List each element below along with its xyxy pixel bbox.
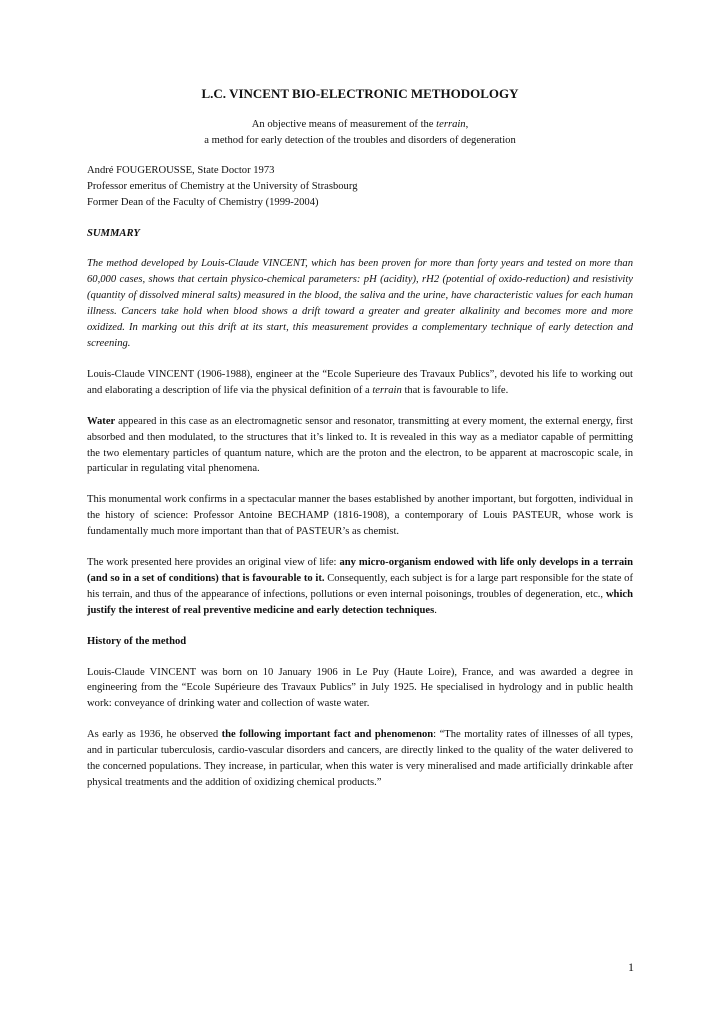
document-title: L.C. VINCENT BIO-ELECTRONIC METHODOLOGY (201, 86, 519, 101)
water-bold-term: Water (87, 415, 116, 427)
paragraph-bechamp: This monumental work confirms in a spectacular manner the bases established by another important, but forgotten, individual in the history of science: Professor Antoine BECHAMP (1816-1908), a contemporary of Louis PASTEUR, whose work is fundamentally much more important than that of PASTEUR’s as chemist. (87, 494, 633, 538)
history-heading: History of the method (87, 635, 187, 647)
author-block (87, 163, 633, 211)
author-name: André FOUGEROUSSE, State Doctor 1973 (87, 164, 275, 176)
para4-bold-1: any micro-organism endowed with life only develops in a terrain (and so in a set of conditions) that is favourable to it. (87, 557, 633, 584)
para1-end: that is favourable to life. (401, 384, 509, 396)
paragraph-observation (87, 727, 633, 791)
para1-italic-term: terrain (372, 384, 402, 396)
para4-end: . (434, 604, 437, 616)
subtitle-italic-term: terrain (436, 119, 466, 130)
para1-text: Louis-Claude VINCENT (1906-1988), engineer at the “Ecole Superieure des Travaux Publics”, devoted his life to working out and elaborating a description of life via the physical definition of a (87, 368, 633, 396)
para6-quote: : “The mortality rates of illnesses of all types, and in particular tuberculosis, cardio-vascular disorders and cancers, are directly linked to the quality of the water delivered to the concerned populations. They increase, in particular, when this water is very mineralised and made artificially drinkable after physical treatments and the addition of oxidizing chemical products.” (87, 729, 633, 788)
paragraph-vincent-intro (87, 367, 633, 399)
subtitle-comma: , (465, 119, 469, 130)
para4-start: The work presented here provides an original view of life: (87, 557, 340, 569)
summary-paragraph: The method developed by Louis-Claude VINCENT, which has been proven for more than forty years and tested on more than 60,000 cases, shows that certain physico-chemical parameters: pH (acidity), rH2 (potential of oxido-reduction) and resistivity (quantity of dissolved mineral salts) measured in the blood, the saliva and the urine, have characteristic values for each human illness. Cancers take hold when blood shows a drift toward a greater and greater alkalinity and becomes more and more oxidized. In marking out this drift at its start, this measurement provides a complementary technique of early detection and screening. (87, 258, 633, 349)
paragraph-original-view (87, 555, 633, 619)
para2-text: appeared in this case as an electromagnetic sensor and resonator, transmitting at every moment, the external energy, first absorbed and then modulated, to the structures that it’s linked to. It is revealed in this way as a mediator capable of permitting the two elementary particles of quantum nature, which are the proton and the electron, to be apparent at macroscopic scale, in particular in regulating vital phenomena. (87, 415, 633, 475)
para4-middle: Consequently, each subject is for a large part responsible for the state of his terrain, and thus of the appearance of infections, pollutions or even internal poisonings, troubles of degeneration, etc., (87, 572, 633, 600)
summary-heading: SUMMARY (87, 227, 140, 239)
subtitle-text: An objective means of measurement of the (251, 119, 437, 130)
para6-start: As early as 1936, he observed (87, 729, 222, 741)
document-subtitle (87, 117, 633, 149)
para6-bold: the following important fact and phenomenon (221, 729, 434, 741)
para4-bold-2: which justify the interest of real preventive medicine and early detection techniques (87, 588, 633, 616)
paragraph-water (87, 414, 633, 478)
paragraph-biography: Louis-Claude VINCENT was born on 10 January 1906 in Le Puy (Haute Loire), France, and was awarded a degree in engineering from the “Ecole Supérieure des Travaux Publics” in July 1925. He specialised in hydrology and in public health work: conveyance of drinking water and collection of waste water. (87, 666, 633, 710)
author-position: Professor emeritus of Chemistry at the University of Strasbourg (87, 180, 358, 192)
page-number: 1 (628, 960, 634, 974)
subtitle-line-2: a method for early detection of the troubles and disorders of degeneration (204, 134, 516, 146)
document-page (87, 85, 633, 806)
author-former-role: Former Dean of the Faculty of Chemistry (1999-2004) (87, 196, 319, 208)
